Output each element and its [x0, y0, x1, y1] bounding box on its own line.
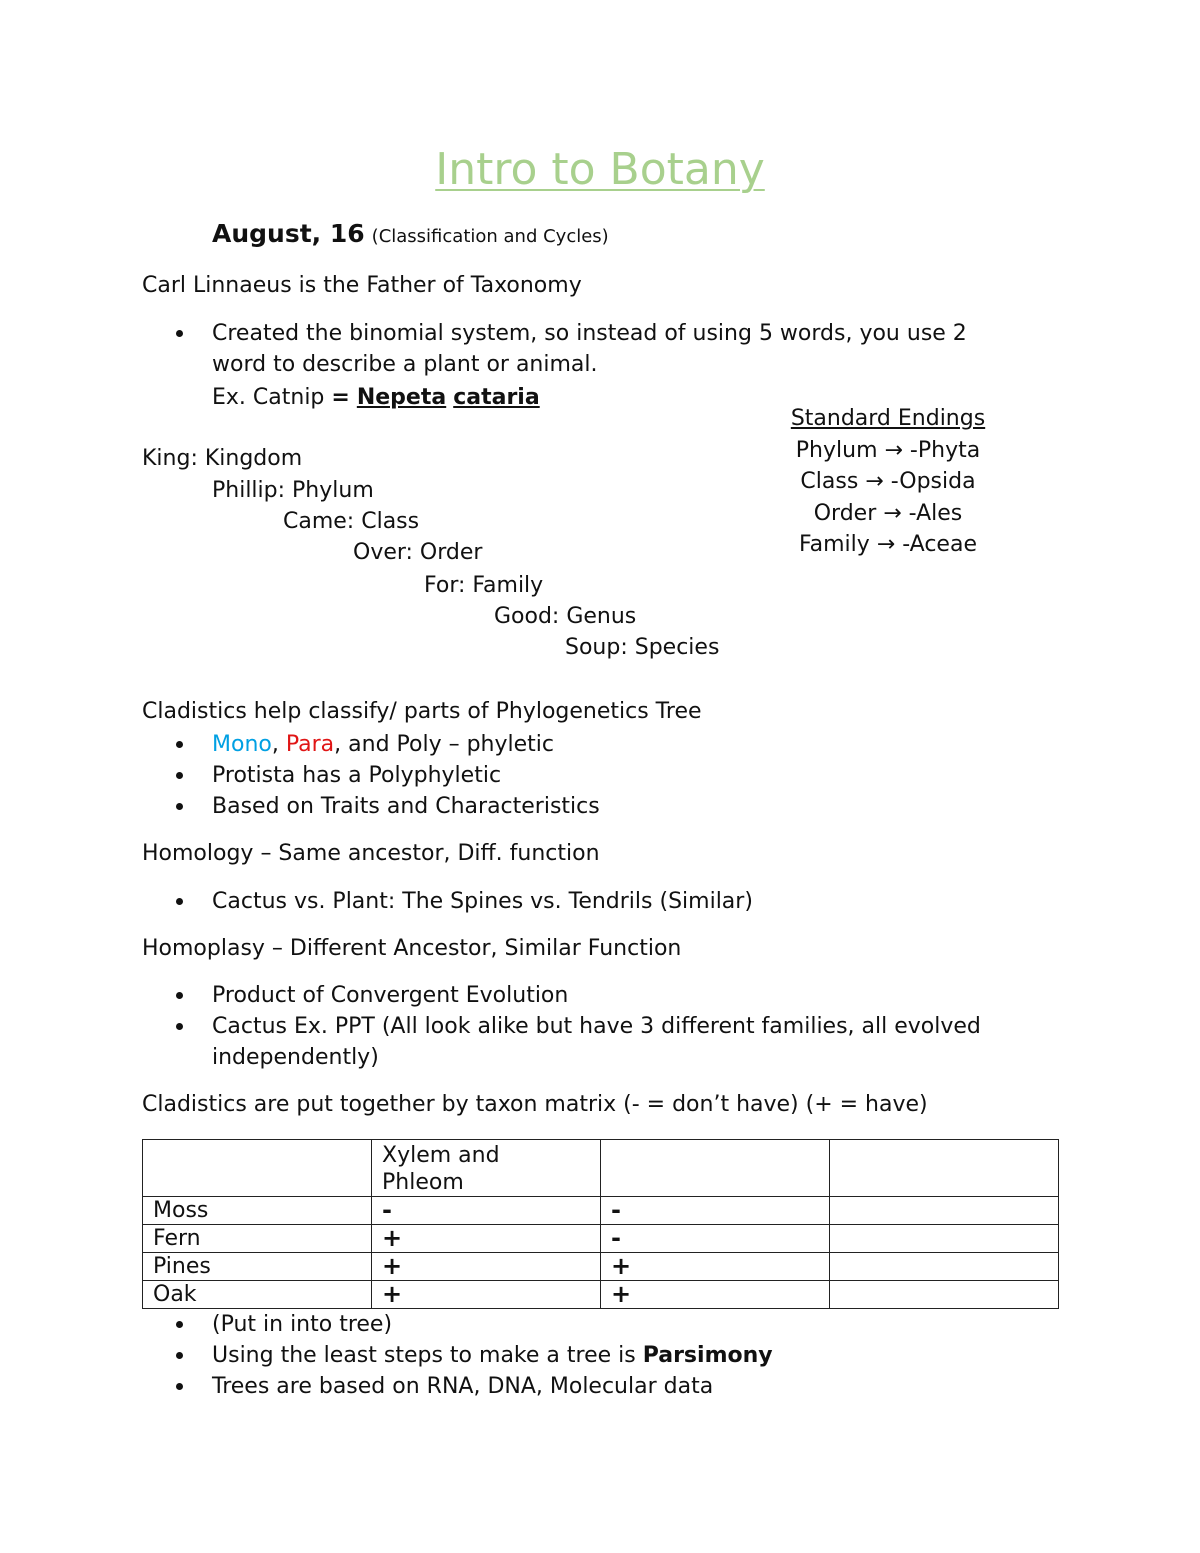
date-label: August, 16	[212, 219, 365, 248]
list-item	[142, 318, 967, 413]
example-equals: =	[331, 385, 350, 410]
poly-phyletic-text: , and Poly – phyletic	[334, 732, 554, 757]
binomial-line-1: Created the binomial system, so instead of using 5 words, you use 2	[212, 321, 967, 346]
separator: ,	[271, 732, 286, 757]
table-cell: Fern	[143, 1225, 372, 1253]
table-header-cell	[830, 1140, 1059, 1197]
parsimony-term: Parsimony	[642, 1343, 773, 1368]
table-cell: -	[601, 1197, 830, 1225]
mnemonic-genus: Good: Genus	[494, 604, 637, 629]
table-cell	[830, 1281, 1059, 1309]
mnemonic-kingdom: King: Kingdom	[142, 446, 303, 471]
table-cell: Moss	[143, 1197, 372, 1225]
parsimony-prefix: Using the least steps to make a tree is	[212, 1343, 643, 1368]
table-cell: Pines	[143, 1253, 372, 1281]
list-item: Product of Convergent Evolution	[142, 980, 981, 1011]
list-item: Based on Traits and Characteristics	[142, 791, 600, 822]
date-subtitle: (Classification and Cycles)	[371, 226, 609, 247]
table-row	[143, 1225, 1059, 1253]
table-cell: +	[601, 1253, 830, 1281]
table-row	[143, 1281, 1059, 1309]
ending-order: Order → -Ales	[813, 500, 963, 526]
linnaeus-heading: Carl Linnaeus is the Father of Taxonomy	[142, 273, 582, 298]
mnemonic-order: Over: Order	[353, 540, 483, 565]
table-cell	[830, 1253, 1059, 1281]
matrix-intro: Cladistics are put together by taxon matrix (- = don’t have) (+ = have)	[142, 1092, 928, 1117]
header-phloem: Phleom	[382, 1170, 464, 1195]
table-row	[143, 1197, 1059, 1225]
mnemonic-species: Soup: Species	[565, 635, 720, 660]
table-header-cell	[601, 1140, 830, 1197]
ending-family: Family → -Aceae	[799, 532, 977, 557]
table-cell: +	[372, 1253, 601, 1281]
homoplasy-list	[142, 980, 981, 1073]
homology-heading: Homology – Same ancestor, Diff. function	[142, 841, 600, 866]
cladistics-heading: Cladistics help classify/ parts of Phylogenetics Tree	[142, 699, 702, 724]
table-cell: +	[372, 1225, 601, 1253]
cactus-line-1: Cactus Ex. PPT (All look alike but have 3 different families, all evolved	[212, 1014, 981, 1039]
cladistics-list	[142, 729, 600, 822]
mono-label: Mono	[212, 732, 272, 757]
trees-list	[142, 1309, 773, 1402]
table-cell	[830, 1225, 1059, 1253]
homology-list	[142, 886, 753, 917]
date-line	[212, 219, 609, 252]
ending-class: Class → -Opsida	[800, 469, 976, 494]
list-item: Protista has a Polyphyletic	[142, 760, 600, 791]
mnemonic-family: For: Family	[424, 573, 544, 598]
binomial-line-2: word to describe a plant or animal.	[212, 352, 598, 377]
ending-phylum: Phylum → -Phyta	[795, 437, 981, 463]
list-item	[142, 729, 600, 760]
table-cell: -	[601, 1225, 830, 1253]
standard-endings	[748, 403, 1028, 561]
list-item: (Put in into tree)	[142, 1309, 773, 1340]
table-cell: +	[372, 1281, 601, 1309]
table-header-cell	[143, 1140, 372, 1197]
list-item: Trees are based on RNA, DNA, Molecular data	[142, 1371, 773, 1402]
example-genus: Nepeta	[356, 385, 447, 410]
mnemonic-class: Came: Class	[283, 509, 420, 534]
standard-endings-title: Standard Endings	[790, 406, 986, 431]
para-label: Para	[285, 732, 335, 757]
list-item	[142, 1011, 981, 1073]
taxon-matrix-table	[142, 1139, 1059, 1309]
table-cell: Oak	[143, 1281, 372, 1309]
linnaeus-list	[142, 318, 967, 413]
cactus-line-2: independently)	[212, 1045, 379, 1070]
example-prefix: Ex. Catnip	[212, 385, 332, 410]
example-species: cataria	[453, 385, 540, 410]
page-title: Intro to Botany	[435, 144, 765, 195]
list-item: Cactus vs. Plant: The Spines vs. Tendrils (Similar)	[142, 886, 753, 917]
table-row	[143, 1253, 1059, 1281]
table-cell	[830, 1197, 1059, 1225]
table-header-cell	[372, 1140, 601, 1197]
mnemonic-phylum: Phillip: Phylum	[212, 478, 374, 503]
table-cell: -	[372, 1197, 601, 1225]
homoplasy-heading: Homoplasy – Different Ancestor, Similar Function	[142, 936, 682, 961]
list-item	[142, 1340, 773, 1371]
table-cell: +	[601, 1281, 830, 1309]
header-xylem: Xylem and	[382, 1143, 500, 1168]
table-header-row	[143, 1140, 1059, 1197]
